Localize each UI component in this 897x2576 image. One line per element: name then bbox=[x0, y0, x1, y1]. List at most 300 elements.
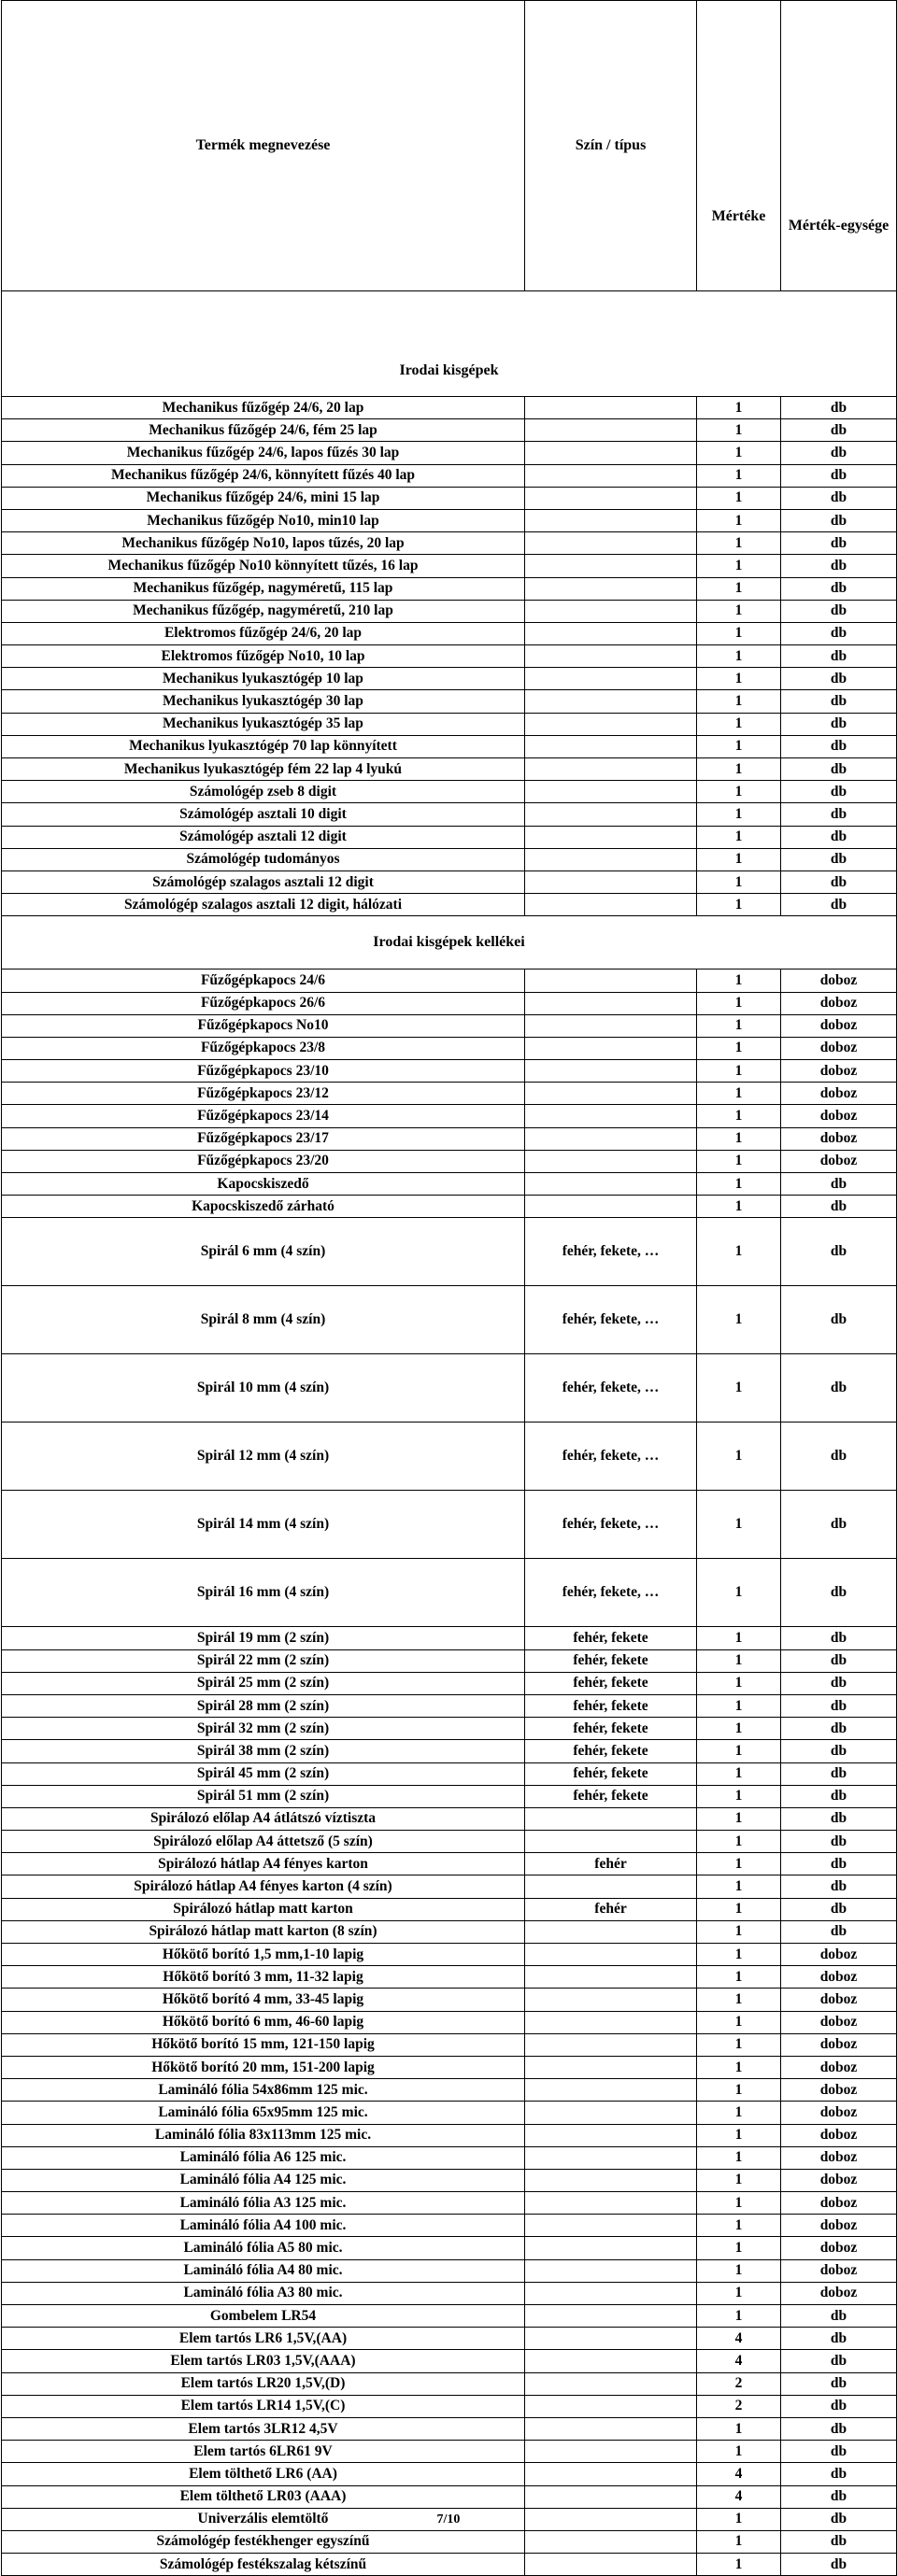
quantity-cell: 1 bbox=[697, 1966, 781, 1989]
header-row bbox=[2, 1, 897, 291]
color-type-cell bbox=[525, 2554, 697, 2576]
unit-cell: doboz bbox=[781, 1150, 897, 1172]
quantity-cell: 1 bbox=[697, 1920, 781, 1943]
color-type-cell bbox=[525, 870, 697, 893]
quantity-cell: 1 bbox=[697, 1740, 781, 1762]
quantity-cell: 1 bbox=[697, 1898, 781, 1920]
unit-cell: db bbox=[781, 1694, 897, 1717]
quantity-cell: 1 bbox=[697, 1150, 781, 1172]
unit-cell: db bbox=[781, 2508, 897, 2530]
unit-cell: doboz bbox=[781, 1105, 897, 1127]
quantity-cell: 1 bbox=[697, 848, 781, 870]
unit-cell: db bbox=[781, 509, 897, 531]
unit-cell: db bbox=[781, 1218, 897, 1286]
unit-cell: db bbox=[781, 2554, 897, 2576]
table-row bbox=[2, 992, 897, 1014]
unit-cell: db bbox=[781, 1740, 897, 1762]
product-name-cell: Fűzőgépkapocs 23/14 bbox=[2, 1105, 525, 1127]
table-row bbox=[2, 464, 897, 487]
quantity-cell: 1 bbox=[697, 870, 781, 893]
color-type-cell bbox=[525, 1196, 697, 1218]
table-row bbox=[2, 826, 897, 848]
table-row bbox=[2, 735, 897, 757]
product-name-cell: Spirálozó hátlap matt karton (8 szín) bbox=[2, 1920, 525, 1943]
unit-cell: doboz bbox=[781, 1127, 897, 1150]
quantity-cell: 1 bbox=[697, 1875, 781, 1898]
color-type-cell bbox=[525, 464, 697, 487]
color-type-cell: fehér, fekete bbox=[525, 1649, 697, 1672]
color-type-cell bbox=[525, 2441, 697, 2463]
unit-cell: doboz bbox=[781, 1989, 897, 2011]
unit-cell: db bbox=[781, 1354, 897, 1422]
color-type-cell: fehér, fekete bbox=[525, 1694, 697, 1717]
table-row bbox=[2, 2530, 897, 2553]
unit-cell: doboz bbox=[781, 2102, 897, 2124]
header-color-type: Szín / típus bbox=[525, 1, 697, 291]
unit-cell: db bbox=[781, 555, 897, 577]
table-row bbox=[2, 509, 897, 531]
product-name-cell: Lamináló fólia A3 80 mic. bbox=[2, 2282, 525, 2304]
table-row bbox=[2, 781, 897, 803]
unit-cell: db bbox=[781, 2372, 897, 2395]
unit-cell: db bbox=[781, 1491, 897, 1559]
quantity-cell: 1 bbox=[697, 1649, 781, 1672]
table-row bbox=[2, 2554, 897, 2576]
product-name-cell: Spirálozó előlap A4 áttetsző (5 szín) bbox=[2, 1831, 525, 1853]
quantity-cell: 1 bbox=[697, 2011, 781, 2033]
color-type-cell bbox=[525, 2463, 697, 2485]
color-type-cell bbox=[525, 826, 697, 848]
color-type-cell: fehér, fekete, … bbox=[525, 1491, 697, 1559]
unit-cell: db bbox=[781, 645, 897, 668]
product-name-cell: Spirál 10 mm (4 szín) bbox=[2, 1354, 525, 1422]
quantity-cell: 1 bbox=[697, 1785, 781, 1807]
table-row bbox=[2, 758, 897, 781]
table-row bbox=[2, 1173, 897, 1196]
product-name-cell: Számológép festékszalag kétszínű bbox=[2, 2554, 525, 2576]
product-name-cell: Spirálozó előlap A4 átlátszó víztiszta bbox=[2, 1807, 525, 1830]
table-row bbox=[2, 2124, 897, 2146]
product-name-cell: Elem tartós LR03 1,5V,(AAA) bbox=[2, 2350, 525, 2372]
quantity-cell: 2 bbox=[697, 2395, 781, 2417]
product-name-cell: Spirál 8 mm (4 szín) bbox=[2, 1286, 525, 1354]
product-name-cell: Fűzőgépkapocs 23/17 bbox=[2, 1127, 525, 1150]
color-type-cell bbox=[525, 781, 697, 803]
table-row bbox=[2, 1694, 897, 1717]
unit-cell: doboz bbox=[781, 2215, 897, 2237]
table-row bbox=[2, 2215, 897, 2237]
table-row bbox=[2, 2011, 897, 2033]
table-row bbox=[2, 1966, 897, 1989]
unit-cell: db bbox=[781, 1627, 897, 1649]
product-name-cell: Fűzőgépkapocs No10 bbox=[2, 1014, 525, 1037]
table-row bbox=[2, 1060, 897, 1083]
table-row bbox=[2, 2056, 897, 2078]
unit-cell: db bbox=[781, 1196, 897, 1218]
table-row bbox=[2, 397, 897, 419]
quantity-cell: 1 bbox=[697, 1807, 781, 1830]
product-name-cell: Elem tölthető LR03 (AAA) bbox=[2, 2485, 525, 2508]
table-row bbox=[2, 419, 897, 442]
unit-cell: db bbox=[781, 870, 897, 893]
product-name-cell: Mechanikus lyukasztógép 35 lap bbox=[2, 713, 525, 735]
table-row bbox=[2, 2192, 897, 2215]
color-type-cell bbox=[525, 487, 697, 509]
color-type-cell bbox=[525, 803, 697, 826]
table-row bbox=[2, 2417, 897, 2440]
table-row bbox=[2, 645, 897, 668]
unit-cell: db bbox=[781, 1875, 897, 1898]
quantity-cell: 1 bbox=[697, 2237, 781, 2259]
quantity-cell: 1 bbox=[697, 600, 781, 622]
unit-cell: db bbox=[781, 1807, 897, 1830]
table-row bbox=[2, 2033, 897, 2056]
quantity-cell: 1 bbox=[697, 735, 781, 757]
product-name-cell: Fűzőgépkapocs 23/10 bbox=[2, 1060, 525, 1083]
table-row bbox=[2, 690, 897, 713]
product-name-cell: Mechanikus fűzőgép 24/6, mini 15 lap bbox=[2, 487, 525, 509]
table-row bbox=[2, 870, 897, 893]
quantity-cell: 1 bbox=[697, 1989, 781, 2011]
color-type-cell bbox=[525, 2033, 697, 2056]
table-row bbox=[2, 894, 897, 916]
product-name-cell: Fűzőgépkapocs 23/8 bbox=[2, 1037, 525, 1059]
unit-cell: db bbox=[781, 442, 897, 464]
product-name-cell: Mechanikus fűzőgép, nagyméretű, 210 lap bbox=[2, 600, 525, 622]
table-row bbox=[2, 1491, 897, 1559]
product-name-cell: Hőkötő borító 15 mm, 121-150 lapig bbox=[2, 2033, 525, 2056]
quantity-cell: 1 bbox=[697, 1173, 781, 1196]
unit-cell: doboz bbox=[781, 2011, 897, 2033]
unit-cell: doboz bbox=[781, 2079, 897, 2102]
quantity-cell: 1 bbox=[697, 464, 781, 487]
unit-cell: db bbox=[781, 2485, 897, 2508]
unit-cell: db bbox=[781, 464, 897, 487]
unit-cell: doboz bbox=[781, 1083, 897, 1105]
product-name-cell: Spirál 14 mm (4 szín) bbox=[2, 1491, 525, 1559]
product-table-body bbox=[2, 1, 897, 2576]
color-type-cell: fehér, fekete, … bbox=[525, 1422, 697, 1491]
table-row bbox=[2, 1627, 897, 1649]
product-name-cell: Hőkötő borító 20 mm, 151-200 lapig bbox=[2, 2056, 525, 2078]
product-name-cell: Számológép asztali 10 digit bbox=[2, 803, 525, 826]
color-type-cell bbox=[525, 758, 697, 781]
table-row bbox=[2, 1785, 897, 1807]
page-number: 7/10 bbox=[436, 2512, 461, 2526]
quantity-cell: 1 bbox=[697, 992, 781, 1014]
table-row bbox=[2, 713, 897, 735]
quantity-cell: 1 bbox=[697, 803, 781, 826]
table-row bbox=[2, 2146, 897, 2169]
unit-cell: db bbox=[781, 2441, 897, 2463]
product-name-cell: Spirál 6 mm (4 szín) bbox=[2, 1218, 525, 1286]
quantity-cell: 1 bbox=[697, 622, 781, 644]
unit-cell: doboz bbox=[781, 992, 897, 1014]
table-row bbox=[2, 1150, 897, 1172]
product-name-cell: Mechanikus lyukasztógép 70 lap könnyített bbox=[2, 735, 525, 757]
color-type-cell bbox=[525, 1037, 697, 1059]
color-type-cell bbox=[525, 1944, 697, 1966]
color-type-cell bbox=[525, 848, 697, 870]
product-name-cell: Lamináló fólia 65x95mm 125 mic. bbox=[2, 2102, 525, 2124]
unit-cell: db bbox=[781, 532, 897, 555]
quantity-cell: 1 bbox=[697, 577, 781, 600]
quantity-cell: 1 bbox=[697, 645, 781, 668]
color-type-cell: fehér, fekete bbox=[525, 1627, 697, 1649]
unit-cell: doboz bbox=[781, 2169, 897, 2191]
product-name-cell: Spirál 51 mm (2 szín) bbox=[2, 1785, 525, 1807]
color-type-cell bbox=[525, 2011, 697, 2033]
product-name-cell: Spirál 22 mm (2 szín) bbox=[2, 1649, 525, 1672]
unit-cell: doboz bbox=[781, 2259, 897, 2282]
unit-cell: db bbox=[781, 577, 897, 600]
color-type-cell bbox=[525, 1966, 697, 1989]
product-name-cell: Mechanikus lyukasztógép 10 lap bbox=[2, 668, 525, 690]
quantity-cell: 1 bbox=[697, 690, 781, 713]
product-name-cell: Spirál 19 mm (2 szín) bbox=[2, 1627, 525, 1649]
unit-cell: db bbox=[781, 2417, 897, 2440]
product-name-cell: Mechanikus fűzőgép 24/6, lapos fűzés 30 lap bbox=[2, 442, 525, 464]
table-row bbox=[2, 577, 897, 600]
product-name-cell: Hőkötő borító 1,5 mm,1-10 lapig bbox=[2, 1944, 525, 1966]
product-name-cell: Mechanikus fűzőgép No10, min10 lap bbox=[2, 509, 525, 531]
quantity-cell: 4 bbox=[697, 2328, 781, 2350]
color-type-cell bbox=[525, 2328, 697, 2350]
unit-cell: db bbox=[781, 1718, 897, 1740]
unit-cell: db bbox=[781, 2305, 897, 2328]
product-name-cell: Fűzőgépkapocs 23/12 bbox=[2, 1083, 525, 1105]
quantity-cell: 1 bbox=[697, 781, 781, 803]
quantity-cell: 4 bbox=[697, 2485, 781, 2508]
table-row bbox=[2, 1920, 897, 1943]
unit-cell: db bbox=[781, 600, 897, 622]
color-type-cell bbox=[525, 577, 697, 600]
product-name-cell: Számológép szalagos asztali 12 digit, hálózati bbox=[2, 894, 525, 916]
color-type-cell bbox=[525, 1807, 697, 1830]
quantity-cell: 1 bbox=[697, 532, 781, 555]
product-name-cell: Elektromos fűzőgép No10, 10 lap bbox=[2, 645, 525, 668]
quantity-cell: 1 bbox=[697, 894, 781, 916]
color-type-cell bbox=[525, 645, 697, 668]
quantity-cell: 1 bbox=[697, 1831, 781, 1853]
color-type-cell bbox=[525, 1083, 697, 1105]
unit-cell: doboz bbox=[781, 2033, 897, 2056]
table-row bbox=[2, 1831, 897, 1853]
color-type-cell: fehér, fekete bbox=[525, 1762, 697, 1785]
color-type-cell bbox=[525, 600, 697, 622]
product-name-cell: Fűzőgépkapocs 23/20 bbox=[2, 1150, 525, 1172]
unit-cell: db bbox=[781, 2350, 897, 2372]
unit-cell: db bbox=[781, 1672, 897, 1694]
quantity-cell: 1 bbox=[697, 2441, 781, 2463]
color-type-cell bbox=[525, 2282, 697, 2304]
quantity-cell: 1 bbox=[697, 1627, 781, 1649]
product-name-cell: Spirál 32 mm (2 szín) bbox=[2, 1718, 525, 1740]
product-name-cell: Elem tartós 6LR61 9V bbox=[2, 2441, 525, 2463]
table-row bbox=[2, 622, 897, 644]
product-name-cell: Mechanikus lyukasztógép fém 22 lap 4 lyukú bbox=[2, 758, 525, 781]
table-row bbox=[2, 1718, 897, 1740]
section-header-row bbox=[2, 916, 897, 970]
table-row bbox=[2, 1875, 897, 1898]
color-type-cell bbox=[525, 2237, 697, 2259]
quantity-cell: 1 bbox=[697, 2033, 781, 2056]
color-type-cell bbox=[525, 668, 697, 690]
quantity-cell: 1 bbox=[697, 509, 781, 531]
quantity-cell: 1 bbox=[697, 1559, 781, 1627]
unit-cell: doboz bbox=[781, 1014, 897, 1037]
product-name-cell: Elem tartós LR14 1,5V,(C) bbox=[2, 2395, 525, 2417]
quantity-cell: 1 bbox=[697, 1491, 781, 1559]
table-row bbox=[2, 600, 897, 622]
color-type-cell bbox=[525, 442, 697, 464]
quantity-cell: 1 bbox=[697, 1718, 781, 1740]
table-row bbox=[2, 2395, 897, 2417]
product-name-cell: Hőkötő borító 4 mm, 33-45 lapig bbox=[2, 1989, 525, 2011]
quantity-cell: 1 bbox=[697, 555, 781, 577]
unit-cell: db bbox=[781, 894, 897, 916]
product-name-cell: Elem tartós LR20 1,5V,(D) bbox=[2, 2372, 525, 2395]
quantity-cell: 1 bbox=[697, 1672, 781, 1694]
quantity-cell: 1 bbox=[697, 2169, 781, 2191]
color-type-cell bbox=[525, 2350, 697, 2372]
color-type-cell bbox=[525, 1831, 697, 1853]
product-name-cell: Spirál 28 mm (2 szín) bbox=[2, 1694, 525, 1717]
unit-cell: db bbox=[781, 2395, 897, 2417]
product-name-cell: Spirál 25 mm (2 szín) bbox=[2, 1672, 525, 1694]
product-name-cell: Elem tartós 3LR12 4,5V bbox=[2, 2417, 525, 2440]
color-type-cell bbox=[525, 2259, 697, 2282]
product-name-cell: Mechanikus fűzőgép 24/6, 20 lap bbox=[2, 397, 525, 419]
quantity-cell: 1 bbox=[697, 1037, 781, 1059]
table-row bbox=[2, 1127, 897, 1150]
quantity-cell: 1 bbox=[697, 1694, 781, 1717]
product-name-cell: Kapocskiszedő bbox=[2, 1173, 525, 1196]
quantity-cell: 1 bbox=[697, 970, 781, 992]
quantity-cell: 1 bbox=[697, 2124, 781, 2146]
section-title: Irodai kisgépek kellékei bbox=[2, 916, 897, 970]
unit-cell: doboz bbox=[781, 2192, 897, 2215]
unit-cell: db bbox=[781, 1649, 897, 1672]
color-type-cell bbox=[525, 992, 697, 1014]
color-type-cell: fehér, fekete bbox=[525, 1785, 697, 1807]
quantity-cell: 1 bbox=[697, 2102, 781, 2124]
color-type-cell bbox=[525, 713, 697, 735]
table-row bbox=[2, 1422, 897, 1491]
unit-cell: db bbox=[781, 1831, 897, 1853]
table-row bbox=[2, 1807, 897, 1830]
product-name-cell: Spirálozó hátlap matt karton bbox=[2, 1898, 525, 1920]
color-type-cell bbox=[525, 397, 697, 419]
product-name-cell: Hőkötő borító 3 mm, 11-32 lapig bbox=[2, 1966, 525, 1989]
table-row bbox=[2, 2485, 897, 2508]
quantity-cell: 1 bbox=[697, 1218, 781, 1286]
quantity-cell: 2 bbox=[697, 2372, 781, 2395]
quantity-cell: 1 bbox=[697, 668, 781, 690]
product-name-cell: Spirál 16 mm (4 szín) bbox=[2, 1559, 525, 1627]
color-type-cell bbox=[525, 2102, 697, 2124]
header-unit: Mérték-egysége bbox=[781, 1, 897, 291]
product-name-cell: Gombelem LR54 bbox=[2, 2305, 525, 2328]
product-name-cell: Lamináló fólia A5 80 mic. bbox=[2, 2237, 525, 2259]
color-type-cell bbox=[525, 2169, 697, 2191]
color-type-cell bbox=[525, 2079, 697, 2102]
unit-cell: db bbox=[781, 1785, 897, 1807]
quantity-cell: 1 bbox=[697, 1422, 781, 1491]
quantity-cell: 1 bbox=[697, 1286, 781, 1354]
quantity-cell: 1 bbox=[697, 2215, 781, 2237]
quantity-cell: 1 bbox=[697, 2192, 781, 2215]
product-name-cell: Mechanikus fűzőgép, nagyméretű, 115 lap bbox=[2, 577, 525, 600]
table-row bbox=[2, 1944, 897, 1966]
table-row bbox=[2, 2372, 897, 2395]
quantity-cell: 1 bbox=[697, 2282, 781, 2304]
unit-cell: doboz bbox=[781, 2282, 897, 2304]
table-row bbox=[2, 1672, 897, 1694]
quantity-cell: 1 bbox=[697, 758, 781, 781]
product-name-cell: Számológép tudományos bbox=[2, 848, 525, 870]
product-name-cell: Mechanikus fűzőgép No10, lapos tűzés, 20 lap bbox=[2, 532, 525, 555]
color-type-cell: fehér bbox=[525, 1898, 697, 1920]
unit-cell: db bbox=[781, 1422, 897, 1491]
unit-cell: db bbox=[781, 1762, 897, 1785]
color-type-cell bbox=[525, 1060, 697, 1083]
table-row bbox=[2, 2463, 897, 2485]
product-table bbox=[1, 0, 897, 2576]
product-name-cell: Elem tartós LR6 1,5V,(AA) bbox=[2, 2328, 525, 2350]
color-type-cell: fehér, fekete, … bbox=[525, 1559, 697, 1627]
color-type-cell bbox=[525, 894, 697, 916]
color-type-cell bbox=[525, 555, 697, 577]
quantity-cell: 1 bbox=[697, 2554, 781, 2576]
color-type-cell bbox=[525, 2215, 697, 2237]
color-type-cell: fehér, fekete, … bbox=[525, 1354, 697, 1422]
product-name-cell: Számológép szalagos asztali 12 digit bbox=[2, 870, 525, 893]
color-type-cell bbox=[525, 1105, 697, 1127]
product-name-cell: Kapocskiszedő zárható bbox=[2, 1196, 525, 1218]
product-name-cell: Lamináló fólia 83x113mm 125 mic. bbox=[2, 2124, 525, 2146]
table-row bbox=[2, 1014, 897, 1037]
unit-cell: db bbox=[781, 1920, 897, 1943]
color-type-cell bbox=[525, 1127, 697, 1150]
unit-cell: db bbox=[781, 487, 897, 509]
unit-cell: doboz bbox=[781, 2124, 897, 2146]
table-row bbox=[2, 2282, 897, 2304]
unit-cell: db bbox=[781, 1559, 897, 1627]
unit-cell: db bbox=[781, 397, 897, 419]
unit-cell: doboz bbox=[781, 2056, 897, 2078]
unit-cell: db bbox=[781, 2328, 897, 2350]
quantity-cell: 1 bbox=[697, 1944, 781, 1966]
color-type-cell bbox=[525, 2305, 697, 2328]
quantity-cell: 1 bbox=[697, 2056, 781, 2078]
unit-cell: doboz bbox=[781, 1966, 897, 1989]
unit-cell: doboz bbox=[781, 970, 897, 992]
quantity-cell: 1 bbox=[697, 2259, 781, 2282]
product-name-cell: Lamináló fólia A4 80 mic. bbox=[2, 2259, 525, 2282]
quantity-cell: 1 bbox=[697, 487, 781, 509]
unit-cell: db bbox=[781, 668, 897, 690]
color-type-cell bbox=[525, 970, 697, 992]
quantity-cell: 1 bbox=[697, 713, 781, 735]
product-name-cell: Elektromos fűzőgép 24/6, 20 lap bbox=[2, 622, 525, 644]
table-row bbox=[2, 803, 897, 826]
table-row bbox=[2, 1218, 897, 1286]
product-name-cell: Számológép zseb 8 digit bbox=[2, 781, 525, 803]
quantity-cell: 1 bbox=[697, 1060, 781, 1083]
quantity-cell: 1 bbox=[697, 1014, 781, 1037]
color-type-cell: fehér, fekete bbox=[525, 1718, 697, 1740]
